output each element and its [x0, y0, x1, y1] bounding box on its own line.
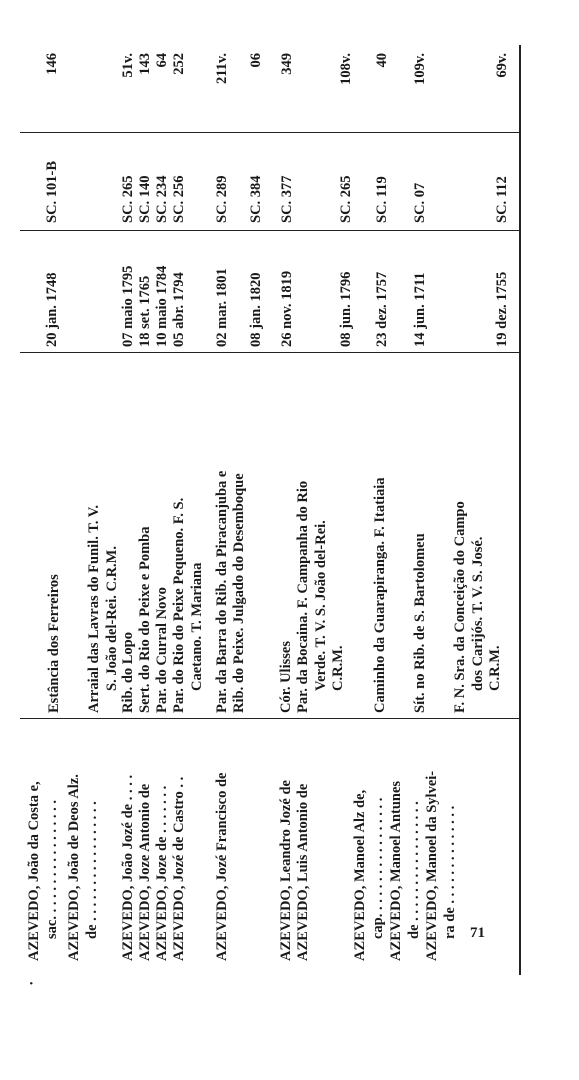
- name-cell: AZEVEDO, Leandro Jozé de: [278, 780, 294, 961]
- place-cell: [452, 358, 505, 713]
- code-cell: SC. 265: [120, 175, 136, 223]
- name-cell: [352, 723, 387, 961]
- code-cell: SC. 119: [374, 176, 390, 223]
- place-cell: Sert. do Rio do Peixe e Pomba: [137, 526, 153, 713]
- code-cell: SC. 112: [494, 176, 510, 223]
- rule-bottom: [519, 45, 521, 975]
- name-line: AZEVEDO, Manoel Antunes: [388, 780, 404, 961]
- code-cell: SC. 384: [248, 175, 264, 223]
- name-cell: [26, 723, 61, 961]
- place-line: F. N. Sra. da Conceição do Campo: [452, 501, 468, 713]
- date-cell: 07 maio 1795: [120, 265, 136, 347]
- date-cell: 02 mar. 1801: [214, 268, 230, 347]
- page-number: 71: [470, 925, 485, 941]
- page-cell: 69v.: [494, 53, 510, 78]
- rule-before-page: [20, 132, 520, 133]
- name-cell: AZEVEDO, Jozé Francisco de: [214, 772, 230, 961]
- code-cell: SC. 140: [137, 175, 153, 223]
- page-cell: 108v.: [338, 53, 354, 85]
- name-line: sac. . . . . . . . . . . . . . . . .: [43, 800, 60, 939]
- name-cell: AZEVEDO, Luis Antonio de: [295, 783, 311, 961]
- name-cell: AZEVEDO, Jozé de Castro . .: [171, 776, 187, 961]
- code-cell: SC. 07: [412, 182, 428, 223]
- place-line: dos Carijós. T. V. S. José.: [469, 536, 486, 691]
- page-cell: 211v.: [214, 53, 230, 85]
- rule-before-place: [20, 718, 520, 719]
- rotated-register-page: [20, 45, 520, 985]
- place-cell: Sít. no Rib. de S. Bartolomeu: [412, 533, 428, 713]
- code-cell: SC. 289: [214, 175, 230, 223]
- name-cell: AZEVEDO, João Jozé de . . . .: [120, 774, 136, 961]
- place-cell: [86, 358, 121, 713]
- date-cell: 23 dez. 1757: [374, 271, 390, 347]
- name-cell: [66, 723, 101, 961]
- name-line: AZEVEDO, João da Costa e,: [26, 781, 42, 961]
- name-line: AZEVEDO, João de Deos Alz.: [66, 774, 82, 961]
- date-cell: 08 jun. 1796: [338, 271, 354, 347]
- name-cell: [388, 723, 423, 961]
- date-cell: 05 abr. 1794: [171, 272, 187, 347]
- code-cell: SC. 234: [154, 175, 170, 223]
- place-line: Par. da Bocaina. F. Campanha do Rio: [295, 480, 311, 713]
- name-line: cap. . . . . . . . . . . . . . . . .: [369, 797, 386, 939]
- page-cell: 349: [279, 53, 295, 75]
- place-cell: Par. do Curral Novo: [154, 587, 170, 713]
- name-cell: AZEVEDO, Joze de . . . . . . .: [154, 785, 170, 961]
- bullet-mark: •: [27, 981, 38, 985]
- place-cell: [171, 358, 206, 713]
- place-cell: [46, 358, 64, 713]
- code-cell: SC. 101-B: [44, 160, 60, 223]
- place-cell: [295, 358, 348, 713]
- name-line: ra de . . . . . . . . . . . . . .: [441, 805, 458, 939]
- name-line: de . . . . . . . . . . . . . . . . .: [83, 801, 100, 939]
- name-line: de . . . . . . . . . . . . . . . . .: [405, 801, 422, 939]
- place-line: Par. do Rio do Peixe Pequeno. F. S.: [171, 497, 187, 713]
- rule-before-code: [20, 230, 520, 231]
- page-cell: 146: [44, 53, 60, 75]
- code-cell: SC. 377: [279, 175, 295, 223]
- place-line: Verde. T. V. S. João del-Rei.: [312, 520, 329, 691]
- page-cell: 252: [171, 53, 187, 75]
- code-cell: SC. 265: [338, 175, 354, 223]
- date-cell: 18 set. 1765: [137, 275, 153, 347]
- page-cell: 143: [137, 53, 153, 75]
- place-line: C.R.M.: [330, 645, 346, 691]
- page-cell: 06: [248, 53, 264, 68]
- date-cell: 19 dez. 1755: [494, 271, 510, 347]
- page-cell: 64: [154, 53, 170, 68]
- place-cell: Rib. do Lopo: [120, 632, 136, 713]
- page-cell: 109v.: [412, 53, 428, 85]
- date-cell: 10 maio 1784: [154, 265, 170, 347]
- date-cell: 08 jan. 1820: [248, 272, 264, 347]
- place-line: Estância dos Ferreiros: [46, 574, 62, 713]
- place-cell: Caminho da Guarapiranga. F. Itatiaia: [372, 477, 388, 713]
- date-cell: 20 jan. 1748: [44, 272, 60, 347]
- rule-before-date: [20, 352, 520, 353]
- place-line: S. João del-Rei. C.R.M.: [103, 546, 120, 691]
- place-cell: Par. da Barra do Rib. da Piracanjuba e: [214, 470, 230, 713]
- name-cell: [424, 723, 459, 961]
- page-cell: 51v.: [120, 53, 136, 78]
- date-cell: 26 nov. 1819: [279, 270, 295, 347]
- place-line: Arraial das Lavras do Funil. T. V.: [86, 504, 102, 713]
- place-line: C.R.M.: [487, 645, 503, 691]
- name-cell: AZEVEDO, Joze Antonio de: [137, 783, 153, 961]
- date-cell: 14 jun. 1711: [412, 272, 428, 347]
- code-cell: SC. 256: [171, 175, 187, 223]
- place-line: Caetano. T. Mariana: [188, 562, 205, 691]
- page-cell: 40: [374, 53, 390, 68]
- name-line: AZEVEDO, Manoel Alz de,: [352, 789, 368, 961]
- name-line: AZEVEDO, Manoel da Sylvei-: [424, 770, 440, 961]
- place-cell: Rib. do Peixe. Julgado do Desemboque: [231, 473, 247, 713]
- place-cell: Cór. Ulisses: [278, 641, 294, 713]
